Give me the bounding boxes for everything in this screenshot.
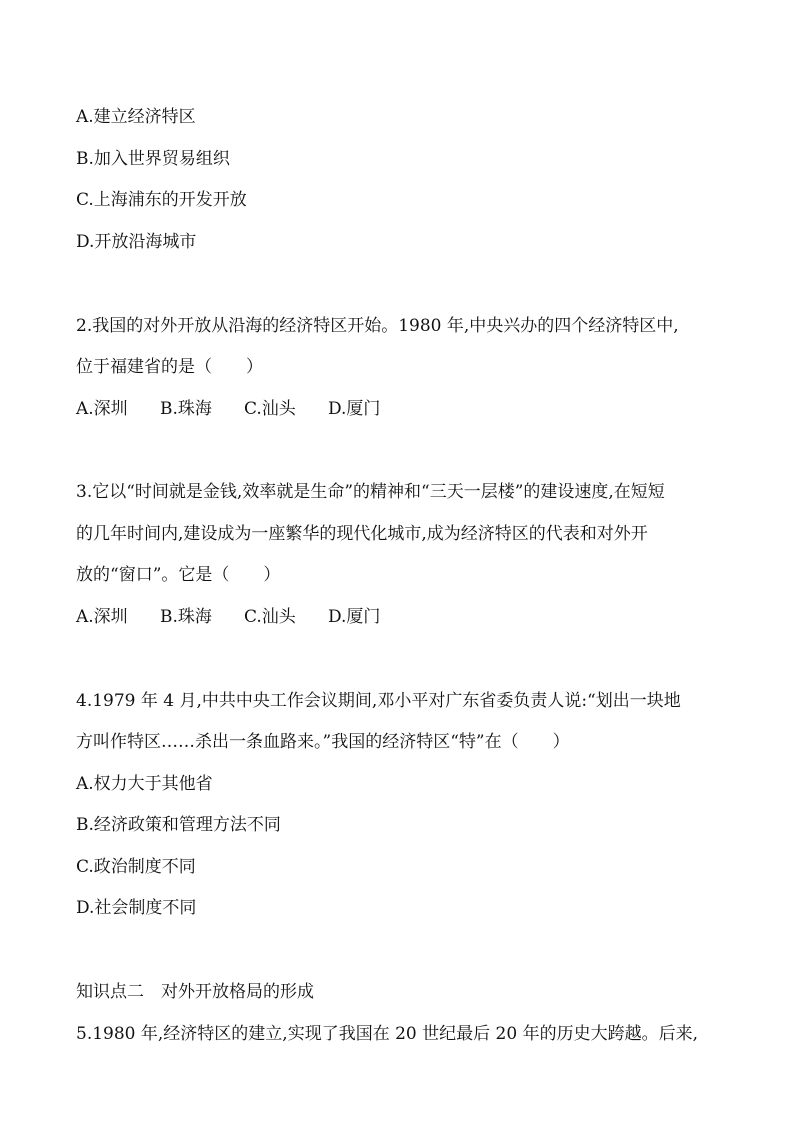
q3-option-c: C.汕头 bbox=[244, 607, 296, 627]
q2-option-d: D.厦门 bbox=[328, 399, 381, 419]
q4-option-a: A.权力大于其他省 bbox=[76, 774, 213, 794]
q4-option-d: D.社会制度不同 bbox=[76, 898, 197, 918]
q3-option-d: D.厦门 bbox=[328, 607, 381, 627]
q1-option-d: D.开放沿海城市 bbox=[76, 232, 197, 252]
q1-option-b: B.加入世界贸易组织 bbox=[76, 149, 230, 169]
q3-stem-line-3: 放的“窗口”。它是（ ） bbox=[76, 565, 281, 585]
q3-stem-line-1: 3.它以“时间就是金钱,效率就是生命”的精神和“三天一层楼”的建设速度,在短短 bbox=[76, 482, 665, 502]
q2-option-c: C.汕头 bbox=[244, 399, 296, 419]
q2-option-a: A.深圳 bbox=[76, 399, 128, 419]
q4-option-c: C.政治制度不同 bbox=[76, 857, 196, 877]
q3-option-a: A.深圳 bbox=[76, 607, 128, 627]
q3-options-row bbox=[76, 606, 736, 628]
q2-stem-line-1: 2.我国的对外开放从沿海的经济特区开始。1980 年,中央兴办的四个经济特区中, bbox=[76, 316, 679, 336]
q2-options-row bbox=[76, 398, 736, 420]
q4-stem-line-1: 4.1979 年 4 月,中共中央工作会议期间,邓小平对广东省委负责人说:“划出一块地 bbox=[76, 691, 681, 711]
q3-option-b: B.珠海 bbox=[160, 607, 212, 627]
q3-stem-line-2: 的几年时间内,建设成为一座繁华的现代化城市,成为经济特区的代表和对外开 bbox=[76, 524, 648, 544]
q4-stem-line-2: 方叫作特区……杀出一条血路来。”我国的经济特区“特”在（ ） bbox=[76, 732, 570, 752]
q1-option-a: A.建立经济特区 bbox=[76, 107, 196, 127]
q4-option-b: B.经济政策和管理方法不同 bbox=[76, 815, 281, 835]
section-heading: 知识点二 对外开放格局的形成 bbox=[76, 982, 314, 1002]
q2-option-b: B.珠海 bbox=[160, 399, 212, 419]
q2-stem-line-2: 位于福建省的是（ ） bbox=[76, 357, 263, 377]
q5-stem-line-1: 5.1980 年,经济特区的建立,实现了我国在 20 世纪最后 20 年的历史大跨越。后来, bbox=[76, 1024, 698, 1044]
q1-option-c: C.上海浦东的开发开放 bbox=[76, 190, 247, 210]
